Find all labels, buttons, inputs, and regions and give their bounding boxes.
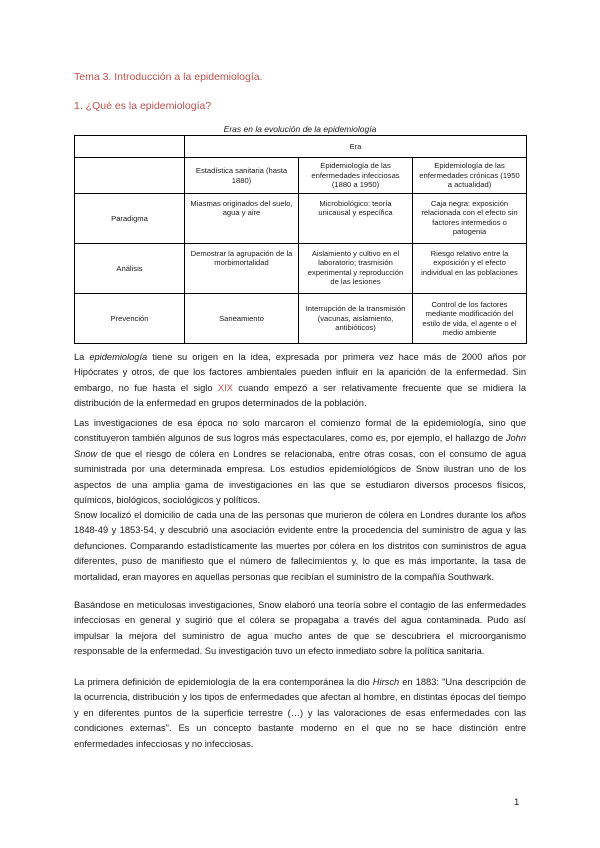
row-label: Paradigma bbox=[75, 194, 185, 244]
author-hirsch: Hirsch bbox=[372, 677, 400, 687]
column-header: Epidemiología de las enfermedades crónicas (1950 a actualidad) bbox=[413, 158, 527, 194]
paragraph-hirsch-definition: La primera definición de epidemiología de la era contemporánea la dio Hirsch en 1883: "Una descripción de la ocurrencia, distribución y los tipos de enfermedades que afectan al hombre, en distintas épocas del tiempo y en diferentes puntos de la superficie terrestre (…) y las valoraciones de esas enfermedades con las condiciones externas". Es un concepto bastante moderno en el que no se hace distinción entre enfermedades infecciosas y no infecciosas. bbox=[74, 677, 526, 749]
eras-table bbox=[74, 135, 527, 344]
table-cell: Demostrar la agrupación de la morbimortalidad bbox=[185, 244, 299, 294]
row-label: Análisis bbox=[75, 244, 185, 294]
term-epidemiologia: epidemiología bbox=[89, 352, 148, 362]
paragraph-snow-theory: Basándose en meticulosas investigaciones, Snow elaboró una teoría sobre el contagio de las enfermedades infecciosas en general y sugirió que el cólera se propagaba a través del agua contaminada. Pudo así impulsar la mejora del suministro de agua mucho antes de que se descubriera el microorganismo responsable de la enfermedad. Su investigación tuvo un efecto inmediato sobre la política sanitaria. bbox=[74, 600, 526, 657]
table-cell: Miasmas originados del suelo, agua y aire bbox=[185, 194, 299, 244]
table-cell: Interrupción de la transmisión (vacunas, aislamiento, antibióticos) bbox=[299, 294, 413, 344]
table-cell: Aislamiento y cultivo en el laboratorio; trasmisión experimental y reproducción de las lesiones bbox=[299, 244, 413, 294]
name-john-snow: John Snow bbox=[74, 433, 526, 459]
column-header: Epidemiología de las enfermedades infecciosas (1880 a 1950) bbox=[299, 158, 413, 194]
century-highlight: XIX bbox=[217, 382, 233, 393]
era-header: Era bbox=[185, 136, 527, 158]
column-header: Estadística sanitaria (hasta 1880) bbox=[185, 158, 299, 194]
table-corner-cell bbox=[75, 158, 185, 194]
table-cell: Control de los factores mediante modificación del estilo de vida, el agente o el medio ambiente bbox=[413, 294, 527, 344]
table-cell: Microbiológico: teoría unicausal y específica bbox=[299, 194, 413, 244]
page-number: 1 bbox=[514, 797, 520, 808]
table-row bbox=[75, 194, 527, 244]
paragraph-snow-cholera: Snow localizó el domicilio de cada una de las personas que murieron de cólera en Londres durante los años 1848-49 y 1853-54, y descubrió una asociación evidente entre la procedencia del suministro de agua y las defunciones. Comparando estadísticamente las muertes por cólera en los distritos con suministros de agua diferentes, puso de manifiesto que el número de fallecimientos y, lo que es más importante, la tasa de mortalidad, eran mayores en aquellas personas que recibían el suministro de la compañía Southwark. bbox=[74, 510, 526, 582]
chapter-title: Tema 3. Introducción a la epidemiología. bbox=[74, 71, 263, 83]
paragraph-investigations: Las investigaciones de esa época no solo marcaron el comienzo formal de la epidemiología, sino que constituyeron también algunos de sus logros más espectaculares, como es, por ejemplo, el hallazgo de John Snow de que el riesgo de cólera en Londres se relacionaba, entre otras cosas, con el consumo de agua suministrada por una determinada empresa. Los estudios epidemiológicos de Snow ilustran uno de los aspectos de una amplia gama de investigaciones en las que se estudiaron diversos procesos físicos, químicos, biológicos, sociológicos y políticos. bbox=[74, 418, 526, 506]
section-title: 1. ¿Qué es la epidemiología? bbox=[74, 100, 212, 112]
table-cell: Saneamiento bbox=[185, 294, 299, 344]
row-label: Prevención bbox=[75, 294, 185, 344]
paragraph-origin: La epidemiología tiene su origen en la idea, expresada por primera vez hace más de 2000 años por Hipócrates y otros, de que los factores ambientales pueden influir en la aparición de la enfermedad. Sin embargo, no fue hasta el siglo XIX cuando empezó a ser relativamente frecuente que se midiera la distribución de la enfermedad en grupos determinados de la población. bbox=[74, 352, 526, 409]
table-row bbox=[75, 294, 527, 344]
table-cell: Caja negra: exposición relacionada con el efecto sin factores intermedios o patogenia bbox=[413, 194, 527, 244]
table-row bbox=[75, 244, 527, 294]
table-cell: Riesgo relativo entre la exposición y el efecto individual en las poblaciones bbox=[413, 244, 527, 294]
table-caption: Eras en la evolución de la epidemiología bbox=[223, 124, 377, 134]
table-corner-cell bbox=[75, 136, 185, 158]
